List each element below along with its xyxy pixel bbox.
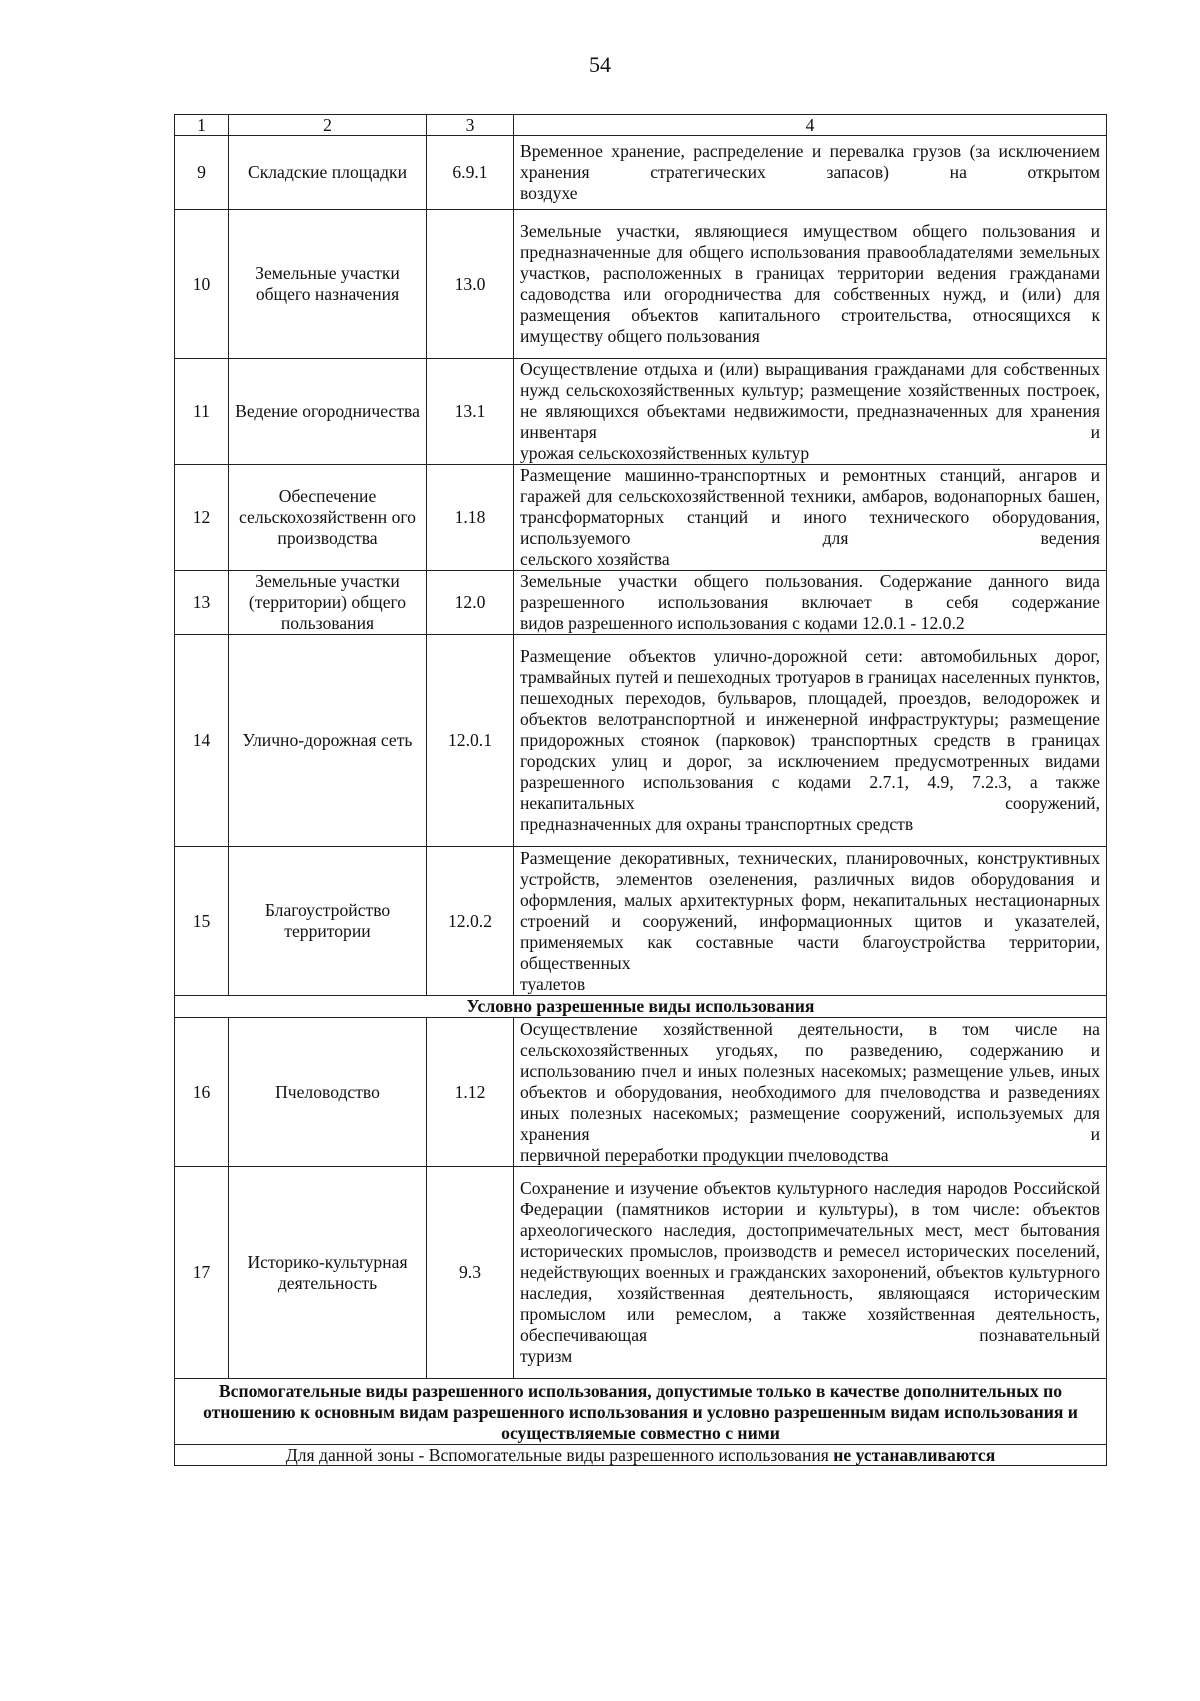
use-name-cell: Земельные участки (территории) общего пользования (229, 571, 427, 635)
use-code-cell: 12.0.2 (427, 847, 514, 996)
use-name-cell: Улично-дорожная сеть (229, 635, 427, 847)
description-last-line: видов разрешенного использования с кодами 12.0.1 - 12.0.2 (520, 613, 965, 633)
use-code-cell: 12.0 (427, 571, 514, 635)
table-row (175, 847, 1107, 996)
row-number-cell: 10 (175, 210, 229, 359)
description-last-line: воздухе (520, 183, 578, 203)
land-use-table (174, 114, 1107, 1466)
use-name-cell: Складские площадки (229, 136, 427, 210)
description-last-line: туризм (520, 1346, 573, 1366)
section-title: Вспомогательные виды разрешенного использования, допустимые только в качестве дополнительных по отношению к основным видам разрешенного использования и условно разрешенным видам использования и осуществляемые совместно с ними (175, 1379, 1107, 1445)
row-number-cell: 14 (175, 635, 229, 847)
description-text: Осуществление отдыха и (или) выращивания гражданами для собственных нужд сельскохозяйственных культур; размещение хозяйственных построек, не являющихся объектами недвижимости, предназначенных для хранения инвентаря и (520, 359, 1100, 442)
section-title: Условно разрешенные виды использования (175, 996, 1107, 1018)
section-auxiliary-row (175, 1379, 1107, 1445)
final-note-emphasis: не устанавливаются (833, 1444, 996, 1465)
table-row (175, 465, 1107, 571)
table-row (175, 1018, 1107, 1167)
description-last-line: туалетов (520, 973, 586, 994)
use-description-cell (514, 847, 1107, 996)
use-code-cell: 1.12 (427, 1018, 514, 1167)
use-code-cell: 13.0 (427, 210, 514, 359)
use-name-cell: Обеспечение сельскохозяйственн ого производства (229, 465, 427, 571)
use-code-cell: 9.3 (427, 1167, 514, 1379)
use-description-cell (514, 136, 1107, 210)
table-row (175, 136, 1107, 210)
final-note (175, 1445, 1107, 1466)
description-last-line: имуществу общего пользования (520, 326, 760, 346)
description-text: Земельные участки, являющиеся имуществом общего пользования и предназначенные для общего использования правообладателями земельных участков, расположенных в границах территории ведения гражданами садоводства или огородничества для собственных нужд, и (или) для размещения объектов капитального строительства, относящихся к (520, 221, 1100, 325)
table-row (175, 635, 1107, 847)
final-note-row (175, 1445, 1107, 1466)
row-number-cell: 12 (175, 465, 229, 571)
page-number: 54 (589, 52, 611, 77)
description-text: Размещение объектов улично-дорожной сети: автомобильных дорог, трамвайных путей и пешеходных тротуаров в границах населенных пунктов, пешеходных переходов, бульваров, площадей, проездов, велодорожек и объектов велотранспортной и инженерной инфраструктуры; размещение придорожных стоянок (парковок) транспортных средств в границах городских улиц и дорог, за исключением предусмотренных видами разрешенного использования с кодами 2.7.1, 4.9, 7.2.3, а также некапитальных сооружений, (520, 646, 1100, 813)
description-last-line: сельского хозяйства (520, 549, 670, 569)
use-name-cell: Пчеловодство (229, 1018, 427, 1167)
row-number-cell: 16 (175, 1018, 229, 1167)
use-name-cell: Благоустройство территории (229, 847, 427, 996)
row-number-cell: 9 (175, 136, 229, 210)
use-description-cell (514, 1018, 1107, 1167)
header-cell: 4 (514, 115, 1107, 136)
final-note-text: Для данной зоны - Вспомогательные виды разрешенного использования (285, 1444, 834, 1465)
header-cell: 1 (175, 115, 229, 136)
table-header-row (175, 115, 1107, 136)
description-text: Размещение машинно-транспортных и ремонтных станций, ангаров и гаражей для сельскохозяйственной техники, амбаров, водонапорных башен, трансформаторных станций и иного технического оборудования, используемого для ведения (520, 465, 1100, 548)
description-last-line: предназначенных для охраны транспортных средств (520, 814, 914, 834)
use-description-cell (514, 571, 1107, 635)
description-last-line: урожая сельскохозяйственных культур (520, 443, 810, 463)
use-code-cell: 13.1 (427, 359, 514, 465)
use-code-cell: 1.18 (427, 465, 514, 571)
description-text: Земельные участки общего пользования. Содержание данного вида разрешенного использования включает в себя содержание (520, 571, 1100, 612)
use-code-cell: 6.9.1 (427, 136, 514, 210)
table-row (175, 359, 1107, 465)
description-last-line: первичной переработки продукции пчеловодства (520, 1144, 889, 1165)
row-number-cell: 11 (175, 359, 229, 465)
header-cell: 2 (229, 115, 427, 136)
description-text: Осуществление хозяйственной деятельности, в том числе на сельскохозяйственных угодьях, по разведению, содержанию и использованию пчел и иных полезных насекомых; размещение ульев, иных объектов и оборудования, необходимого для пчеловодства и разведениях иных полезных насекомых; размещение сооружений, используемых для хранения и (520, 1018, 1100, 1144)
use-name-cell: Земельные участки общего назначения (229, 210, 427, 359)
use-code-cell: 12.0.1 (427, 635, 514, 847)
row-number-cell: 15 (175, 847, 229, 996)
use-name-cell: Ведение огородничества (229, 359, 427, 465)
row-number-cell: 13 (175, 571, 229, 635)
description-text: Временное хранение, распределение и перевалка грузов (за исключением хранения стратегических запасов) на открытом (520, 141, 1100, 182)
table-row (175, 210, 1107, 359)
use-description-cell (514, 465, 1107, 571)
description-text: Сохранение и изучение объектов культурного наследия народов Российской Федерации (памятников истории и культуры), в том числе: объектов археологического наследия, достопримечательных мест, мест бытования исторических промыслов, производств и ремесел исторических поселений, недействующих военных и гражданских захоронений, объектов культурного наследия, хозяйственная деятельность, являющаяся историческим промыслом или ремеслом, а также хозяйственная деятельность, обеспечивающая познавательный (520, 1178, 1100, 1345)
use-name-cell: Историко-культурная деятельность (229, 1167, 427, 1379)
header-cell: 3 (427, 115, 514, 136)
use-description-cell (514, 359, 1107, 465)
use-description-cell (514, 1167, 1107, 1379)
table-row (175, 571, 1107, 635)
row-number-cell: 17 (175, 1167, 229, 1379)
use-description-cell (514, 635, 1107, 847)
table-row (175, 1167, 1107, 1379)
description-text: Размещение декоративных, технических, планировочных, конструктивных устройств, элементов озеленения, различных видов оборудования и оформления, малых архитектурных форм, некапитальных нестационарных строений и сооружений, информационных щитов и указателей, применяемых как составные части благоустройства территории, общественных (520, 847, 1100, 973)
section-conditional-row (175, 996, 1107, 1018)
use-description-cell (514, 210, 1107, 359)
